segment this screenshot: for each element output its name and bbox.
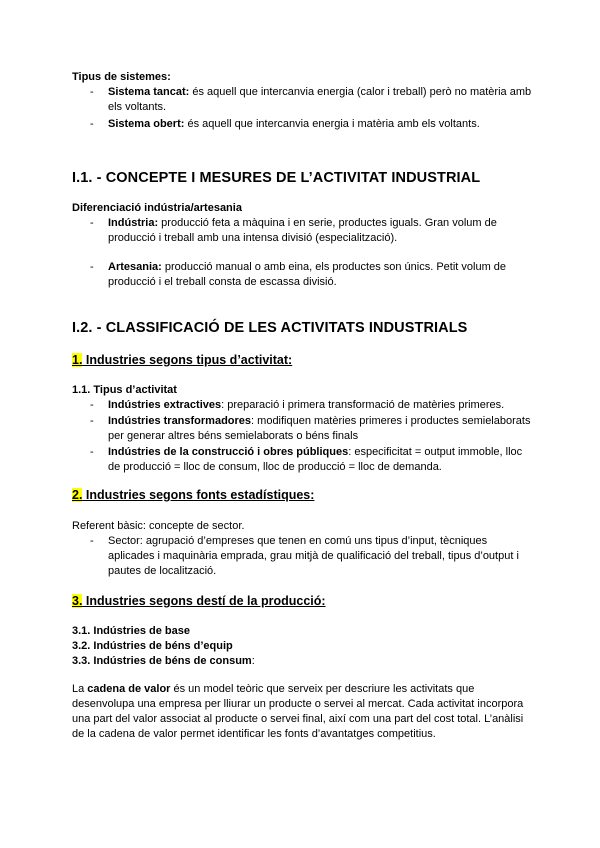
term: Artesania: [108,261,162,273]
list-item-industria [72,216,532,246]
subheading-desti [72,593,532,609]
list-item-construccio [72,445,532,475]
bullet-dash: - [90,446,94,458]
definition: és aquell que intercanvia energia i matèria amb els voltants. [184,118,480,130]
desti-label: 3.2. Indústries de béns d’equip [72,640,233,652]
term: Indústries de la construcció i obres públiques [108,446,349,458]
desti-item [72,639,532,654]
definition: producció feta a màquina i en serie, productes iguals. Gran volum de producció i treball amb una intensa divisió (especialització). [108,217,497,244]
list-item-extractives [72,398,532,413]
list-item-sistema-obert [72,117,532,132]
subheading-text: Industries segons destí de la producció: [82,594,326,608]
section1-heading: I.1. - CONCEPTE I MESURES DE L’ACTIVITAT INDUSTRIAL [72,170,481,186]
list-item-sistema-tancat [72,85,532,115]
bullet-dash: - [90,415,94,427]
subheading-text: Industries segons tipus d’activitat: [82,353,293,367]
definition: : modifiquen matèries primeres i productes semielaborats per generar altres béns semielaborats o béns finals [108,415,531,442]
definition: és aquell que intercanvia energia (calor i treball) però no matèria amb els voltants. [108,86,532,113]
list-item-sector [72,534,532,579]
term: Indústria: [108,217,159,229]
sistemes-title: Tipus de sistemes: [72,71,171,83]
desti-block [72,624,532,669]
definition: : preparació i primera transformació de matèries primeres. [221,399,505,411]
definition: Sector: agrupació d’empreses que tenen en comú uns tipus d’input, tècniques aplicades i maquinària emprada, grau mitjà de qualificació del treball, tipus d’output i pautes de localització. [108,535,519,577]
desti-item [72,654,532,669]
tipus-title: 1.1. Tipus d’activitat [72,384,177,396]
bullet-dash: - [90,217,94,229]
bullet-dash: - [90,86,94,98]
desti-label: 3.3. Indústries de béns de consum [72,655,252,667]
section2-heading: I.2. - CLASSIFICACIÓ DE LES ACTIVITATS INDUSTRIALS [72,320,468,336]
cadena-valor-paragraph [72,682,534,742]
referent-text: Referent bàsic: concepte de sector. [72,520,245,532]
sistemes-block [72,70,532,132]
subheading-activitat [72,352,532,368]
desti-item [72,624,532,639]
term: Indústries extractives [108,399,222,411]
section1-block [72,201,532,290]
highlight-number: 3. [72,594,83,608]
paragraph-prefix: La [72,683,88,695]
desti-label: 3.1. Indústries de base [72,625,190,637]
list-item-transformadores [72,414,532,444]
term: Indústries transformadores [108,415,252,427]
bullet-dash: - [90,261,94,273]
subheading-fonts [72,487,532,503]
subheading-text: Industries segons fonts estadístiques: [82,488,315,502]
tipus-activitat-block [72,383,532,475]
section1-subtitle: Diferenciació indústria/artesania [72,202,242,214]
term: Sistema obert: [108,118,185,130]
highlight-number: 2. [72,488,83,502]
definition: : especificitat = output immoble, lloc de producció = lloc de consum, lloc de producció = lloc de demanda. [108,446,523,473]
bullet-dash: - [90,399,94,411]
desti-suffix: : [251,655,255,667]
definition: producció manual o amb eina, els productes son únics. Petit volum de producció i el treball consta de escassa divisió. [108,261,507,288]
highlight-number: 1. [72,353,83,367]
term: Sistema tancat: [108,86,190,98]
bullet-dash: - [90,118,94,130]
fonts-block [72,519,532,579]
term: cadena de valor [87,683,171,695]
bullet-dash: - [90,535,94,547]
paragraph-text: és un model teòric que serveix per descriure les activitats que desenvolupa una empresa per lliurar un producte o servei al mercat. Cada activitat incorpora una part del valor associat al producte o servei final, així com una part del cost total. L’anàlisi de la cadena de valor permet identificar les fonts d’avantatges competitius. [72,683,524,740]
list-item-artesania [72,260,532,290]
